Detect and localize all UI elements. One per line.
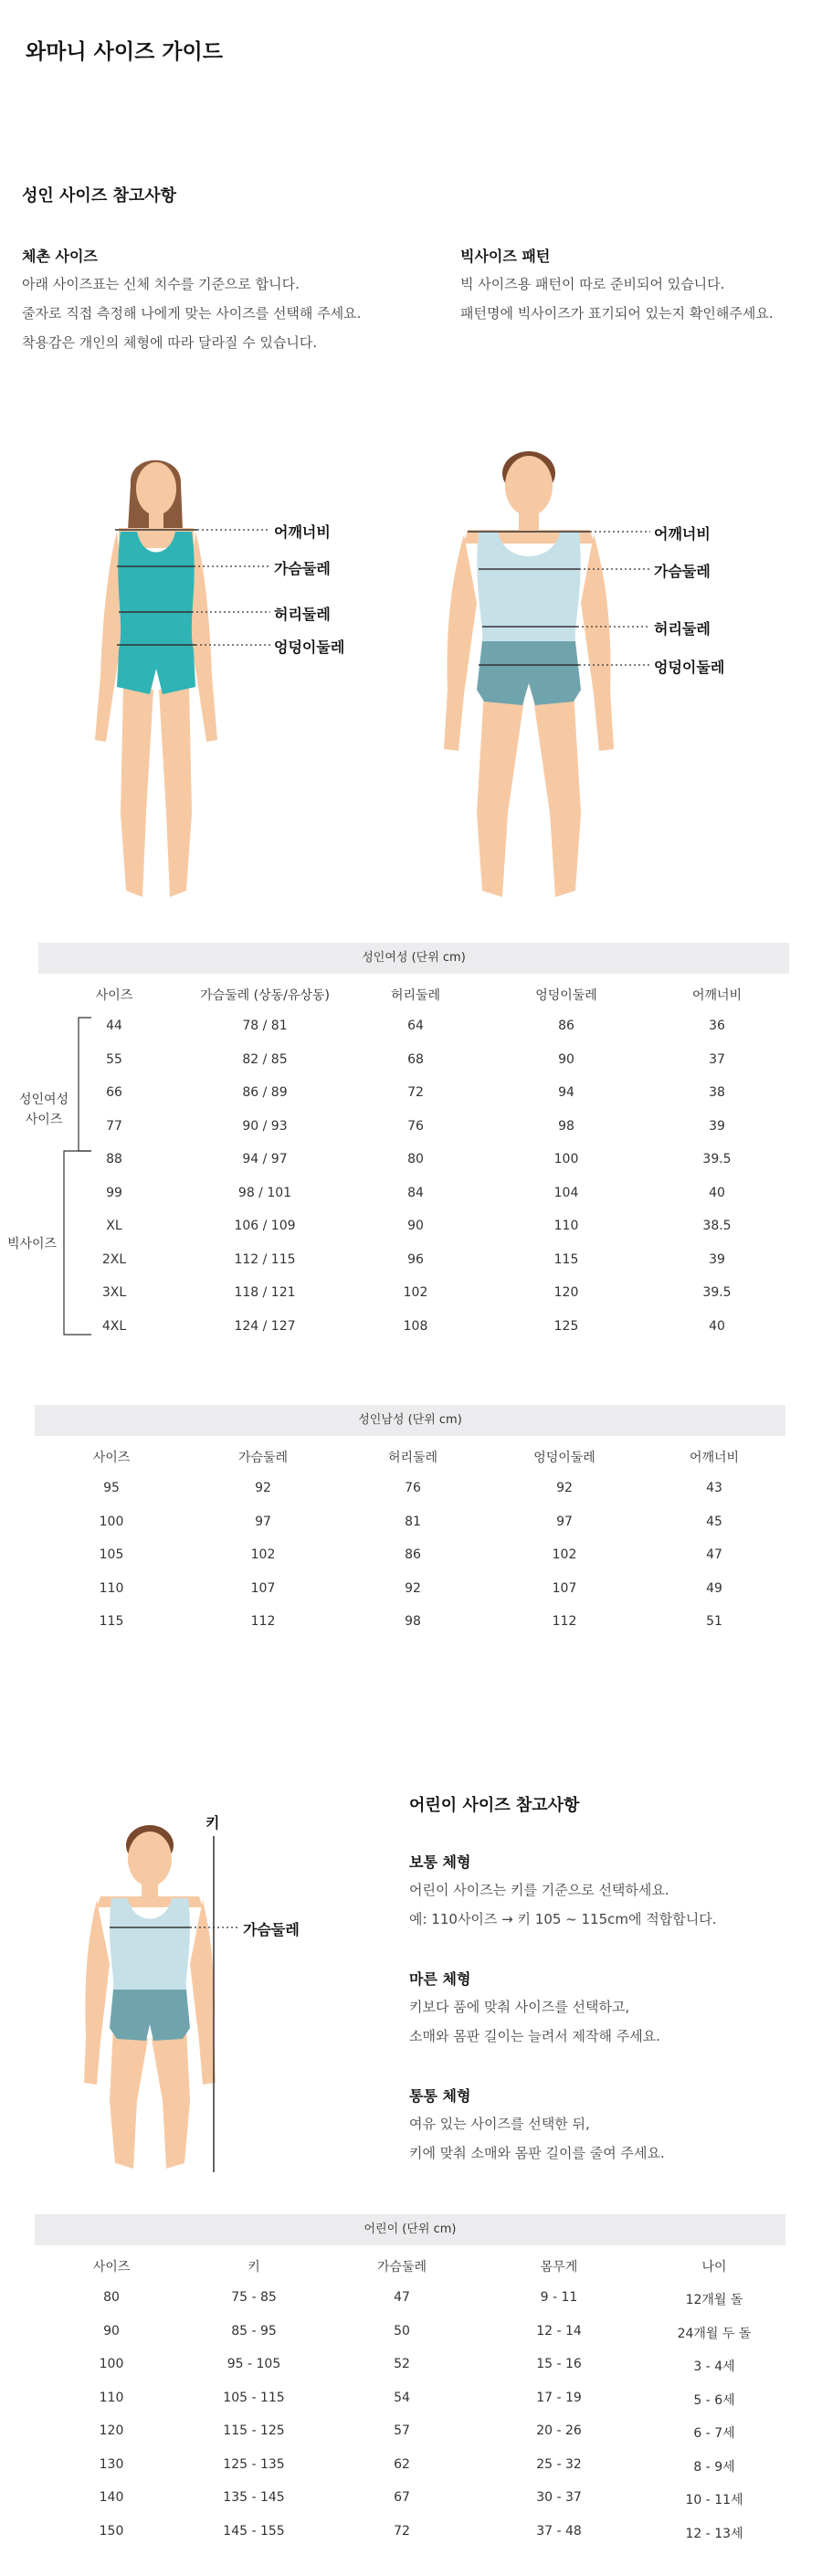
men-table-cell: 45 <box>706 1514 722 1529</box>
big-size-line: 패턴명에 빅사이즈가 표기되어 있는지 확인해주세요. <box>460 305 774 322</box>
kids-block-line: 예: 110사이즈 → 키 105 ~ 115cm에 적합합니다. <box>409 1911 717 1927</box>
women-regular-group-line: 성인여성 <box>18 1093 69 1107</box>
kids-header-size: 사이즈 <box>92 2260 131 2275</box>
kids-table-cell: 90 <box>103 2323 120 2338</box>
women-table-cell: 64 <box>407 1019 424 1033</box>
kids-table-cell: 145 - 155 <box>223 2523 285 2539</box>
women-table-cell: 72 <box>407 1085 424 1100</box>
big-size-block <box>460 245 774 328</box>
big-size-line: 빅 사이즈용 패턴이 따로 준비되어 있습니다. <box>460 276 725 292</box>
man-waist-label: 허리둘레 <box>654 620 711 638</box>
kids-table-cell: 47 <box>394 2290 410 2305</box>
kids-table-cell: 10 - 11세 <box>685 2493 743 2507</box>
kids-table-cell: 135 - 145 <box>223 2490 285 2505</box>
women-table-title: 성인여성 (단위 cm) <box>38 943 789 974</box>
woman-chest-label: 가슴둘레 <box>274 560 331 577</box>
kids-block-line: 여유 있는 사이즈를 선택한 뒤, <box>409 2116 590 2132</box>
men-table-cell: 107 <box>552 1580 577 1596</box>
women-table-cell: 90 / 93 <box>242 1118 288 1134</box>
kids-table-cell: 37 - 48 <box>536 2523 582 2539</box>
man-figure <box>444 451 614 897</box>
kids-header-chest: 가슴둘레 <box>376 2260 427 2275</box>
women-table-cell: 102 <box>403 1285 428 1300</box>
body-size-block <box>22 245 361 357</box>
men-table-cell: 115 <box>99 1614 124 1629</box>
kids-table-cell: 120 <box>99 2423 124 2438</box>
kid-shorts <box>110 1990 190 2041</box>
men-table-cell: 86 <box>405 1547 421 1562</box>
men-table-cell: 110 <box>99 1580 124 1596</box>
men-table-cell: 97 <box>255 1514 271 1529</box>
women-table-cell: 40 <box>709 1318 725 1334</box>
women-table-cell: 86 / 89 <box>242 1085 288 1100</box>
kids-table <box>0 2249 822 2560</box>
women-table-cell: 88 <box>106 1152 122 1167</box>
kids-table-cell: 85 - 95 <box>231 2323 277 2338</box>
men-table-cell: 76 <box>405 1481 421 1495</box>
kids-block-heading: 통통 체형 <box>409 2087 471 2105</box>
body-size-line: 줄자로 직접 측정해 나에게 맞는 사이즈를 선택해 주세요. <box>22 305 362 322</box>
women-table-cell: 68 <box>407 1051 424 1067</box>
women-table-cell: 39 <box>709 1251 725 1267</box>
kids-table-cell: 95 - 105 <box>227 2357 281 2371</box>
kids-block-regular <box>409 1851 716 1934</box>
kid-chest-label: 가슴둘레 <box>243 1921 300 1938</box>
woman-suit <box>117 532 195 694</box>
kids-table-cell: 75 - 85 <box>231 2290 277 2305</box>
women-table-cell: 99 <box>106 1185 122 1200</box>
kid-figure-illustration <box>0 1809 347 2192</box>
men-table-cell: 92 <box>255 1481 271 1495</box>
women-table-cell: 108 <box>403 1318 428 1334</box>
women-regular-group-line: 사이즈 <box>25 1113 63 1127</box>
women-table-cell: 106 / 109 <box>234 1219 296 1233</box>
women-table-cell: 2XL <box>101 1251 127 1267</box>
women-table-cell: 3XL <box>101 1285 127 1300</box>
men-table-cell: 98 <box>405 1614 421 1629</box>
kids-table-cell: 12 - 13세 <box>685 2526 743 2541</box>
men-table-cell: 105 <box>99 1547 124 1562</box>
men-table-cell: 100 <box>99 1514 124 1529</box>
kids-table-title: 어린이 (단위 cm) <box>35 2214 785 2245</box>
women-table-cell: 38.5 <box>702 1219 732 1233</box>
kids-table-cell: 25 - 32 <box>536 2456 582 2472</box>
men-header-chest: 가슴둘레 <box>237 1451 289 1465</box>
kids-block-heading: 보통 체형 <box>409 1853 471 1871</box>
men-table-cell: 43 <box>706 1481 722 1495</box>
kids-block-slim <box>409 1968 660 2051</box>
men-header-waist: 허리둘레 <box>387 1451 438 1465</box>
women-table-cell: 112 / 115 <box>234 1251 296 1267</box>
women-table-cell: 118 / 121 <box>234 1285 296 1300</box>
kids-table-cell: 12 - 14 <box>536 2323 582 2338</box>
men-header-shoulder: 어깨너비 <box>689 1451 740 1465</box>
women-table-cell: 120 <box>553 1285 579 1300</box>
men-header-size: 사이즈 <box>92 1451 131 1465</box>
women-table-cell: 84 <box>407 1185 424 1200</box>
kid-height-label: 키 <box>206 1814 220 1832</box>
kids-table-cell: 140 <box>99 2490 124 2505</box>
women-table-cell: 66 <box>106 1085 122 1100</box>
kids-section-title: 어린이 사이즈 참고사항 <box>409 1796 580 1815</box>
kid-figure <box>84 1825 216 2169</box>
kids-block-chubby <box>409 2085 665 2168</box>
man-shoulder-label: 어깨너비 <box>654 525 711 543</box>
kids-table-cell: 20 - 26 <box>536 2423 582 2438</box>
women-table-cell: 80 <box>407 1152 424 1167</box>
kids-table-cell: 8 - 9세 <box>693 2459 735 2475</box>
women-table-cell: 39.5 <box>702 1285 732 1300</box>
men-table-cell: 107 <box>250 1580 276 1596</box>
men-table-cell: 102 <box>250 1547 276 1562</box>
kids-table-cell: 52 <box>394 2357 410 2371</box>
kids-header-height: 키 <box>248 2260 260 2275</box>
man-head <box>505 456 553 516</box>
woman-waist-label: 허리둘레 <box>274 606 331 623</box>
body-size-line: 착용감은 개인의 체형에 따라 달라질 수 있습니다. <box>22 334 318 351</box>
women-table-cell: 44 <box>106 1019 122 1033</box>
women-table-cell: 98 / 101 <box>237 1185 292 1200</box>
women-table-cell: 125 <box>553 1318 579 1334</box>
women-table-cell: 94 / 97 <box>242 1152 288 1167</box>
kids-table-cell: 30 - 37 <box>536 2490 582 2505</box>
women-table-cell: 76 <box>407 1118 424 1134</box>
kids-block-line: 키에 맞춰 소매와 몸판 길이를 줄여 주세요. <box>409 2145 665 2161</box>
women-table-cell: 124 / 127 <box>234 1318 296 1334</box>
kids-header-weight: 몸무게 <box>540 2260 578 2275</box>
men-table-title: 성인남성 (단위 cm) <box>35 1405 785 1436</box>
kids-table-cell: 100 <box>99 2357 124 2371</box>
women-table-cell: 36 <box>709 1019 725 1033</box>
women-table-cell: 40 <box>709 1185 725 1200</box>
kids-table-cell: 67 <box>394 2490 410 2505</box>
kids-table-cell: 115 - 125 <box>223 2423 285 2438</box>
men-table-cell: 92 <box>405 1580 421 1596</box>
women-table-cell: 94 <box>558 1085 574 1100</box>
women-regular-group-label <box>16 1090 71 1130</box>
body-size-line: 아래 사이즈표는 신체 치수를 기준으로 합니다. <box>22 276 300 292</box>
women-table-cell: 82 / 85 <box>242 1051 288 1067</box>
body-size-heading: 체촌 사이즈 <box>22 248 98 265</box>
women-header-waist: 허리둘레 <box>390 988 441 1003</box>
women-table-cell: 77 <box>106 1118 122 1134</box>
kids-table-cell: 15 - 16 <box>536 2357 582 2371</box>
kids-block-line: 소매와 몸판 길이는 늘려서 제작해 주세요. <box>409 2028 660 2044</box>
women-table-cell: 98 <box>558 1118 574 1134</box>
kids-table-cell: 50 <box>394 2323 410 2338</box>
women-table <box>0 977 822 1361</box>
men-table-cell: 95 <box>103 1481 120 1495</box>
women-header-size: 사이즈 <box>95 988 133 1003</box>
kids-table-cell: 72 <box>394 2523 410 2539</box>
kids-table-cell: 150 <box>99 2523 124 2539</box>
woman-shoulder-label: 어깨너비 <box>274 523 331 541</box>
men-table-cell: 92 <box>556 1481 573 1495</box>
kids-table-cell: 110 <box>99 2390 124 2405</box>
women-header-shoulder: 어깨너비 <box>691 988 743 1003</box>
men-table-cell: 81 <box>405 1514 421 1529</box>
men-table-cell: 49 <box>706 1580 722 1596</box>
kids-table-cell: 62 <box>394 2456 410 2472</box>
kids-table-cell: 130 <box>99 2456 124 2472</box>
kids-table-cell: 3 - 4세 <box>693 2360 735 2374</box>
women-table-cell: 90 <box>407 1219 424 1233</box>
women-table-cell: 96 <box>407 1251 424 1267</box>
woman-figure <box>95 460 217 897</box>
women-table-cell: 4XL <box>101 1318 127 1334</box>
men-table-cell: 112 <box>552 1614 577 1629</box>
women-table-cell: 86 <box>558 1019 574 1033</box>
kids-table-cell: 24개월 두 돌 <box>677 2326 752 2341</box>
kids-block-line: 어린이 사이즈는 키를 기준으로 선택하세요. <box>409 1882 669 1898</box>
big-size-heading: 빅사이즈 패턴 <box>460 248 551 265</box>
women-table-cell: 78 / 81 <box>242 1019 288 1033</box>
woman-head <box>136 462 176 515</box>
women-header-hip: 엉덩이둘레 <box>535 988 597 1003</box>
women-table-cell: 55 <box>106 1051 122 1067</box>
man-shorts <box>477 641 581 705</box>
kid-tank-top <box>110 1898 190 1990</box>
men-header-hip: 엉덩이둘레 <box>533 1451 595 1465</box>
man-tank-top <box>477 532 580 641</box>
women-table-cell: 110 <box>553 1219 579 1233</box>
kids-table-cell: 80 <box>103 2290 120 2305</box>
women-table-cell: 100 <box>553 1152 579 1167</box>
kids-header-age: 나이 <box>701 2260 727 2275</box>
women-table-cell: 38 <box>709 1085 725 1100</box>
men-table-cell: 97 <box>556 1514 573 1529</box>
kids-table-cell: 57 <box>394 2423 410 2438</box>
women-table-cell: 37 <box>709 1051 725 1067</box>
women-table-cell: 115 <box>553 1251 579 1267</box>
women-group-brackets <box>0 1005 110 1352</box>
woman-hip-label: 엉덩이둘레 <box>274 639 345 656</box>
men-table <box>0 1440 822 1650</box>
kids-block-heading: 마른 체형 <box>409 1970 471 1988</box>
man-chest-label: 가슴둘레 <box>654 563 711 580</box>
men-table-cell: 112 <box>250 1614 276 1629</box>
kids-table-cell: 9 - 11 <box>540 2290 578 2305</box>
kids-table-cell: 105 - 115 <box>223 2390 285 2405</box>
kid-head <box>128 1832 172 1886</box>
women-header-chest: 가슴둘레 (상동/유상동) <box>200 988 330 1003</box>
women-table-cell: 104 <box>553 1185 579 1200</box>
kids-table-cell: 17 - 19 <box>536 2390 582 2405</box>
adult-section-title: 성인 사이즈 참고사항 <box>22 186 177 206</box>
kids-block-line: 키보다 품에 맞춰 사이즈를 선택하고, <box>409 1999 630 2015</box>
kids-table-cell: 125 - 135 <box>223 2456 285 2472</box>
kids-table-cell: 12개월 돌 <box>685 2293 743 2307</box>
women-table-cell: 90 <box>558 1051 574 1067</box>
women-table-cell: XL <box>106 1219 122 1233</box>
men-table-cell: 102 <box>552 1547 577 1562</box>
men-table-cell: 51 <box>706 1614 722 1629</box>
kids-table-cell: 6 - 7세 <box>693 2426 735 2441</box>
women-table-cell: 39.5 <box>702 1152 732 1167</box>
men-table-cell: 47 <box>706 1547 722 1562</box>
page-title: 와마니 사이즈 가이드 <box>26 40 223 64</box>
women-big-group-label: 빅사이즈 <box>6 1237 58 1251</box>
kids-table-cell: 54 <box>394 2390 410 2405</box>
women-table-cell: 39 <box>709 1118 725 1134</box>
man-hip-label: 엉덩이둘레 <box>654 659 725 676</box>
kids-table-cell: 5 - 6세 <box>693 2392 735 2408</box>
